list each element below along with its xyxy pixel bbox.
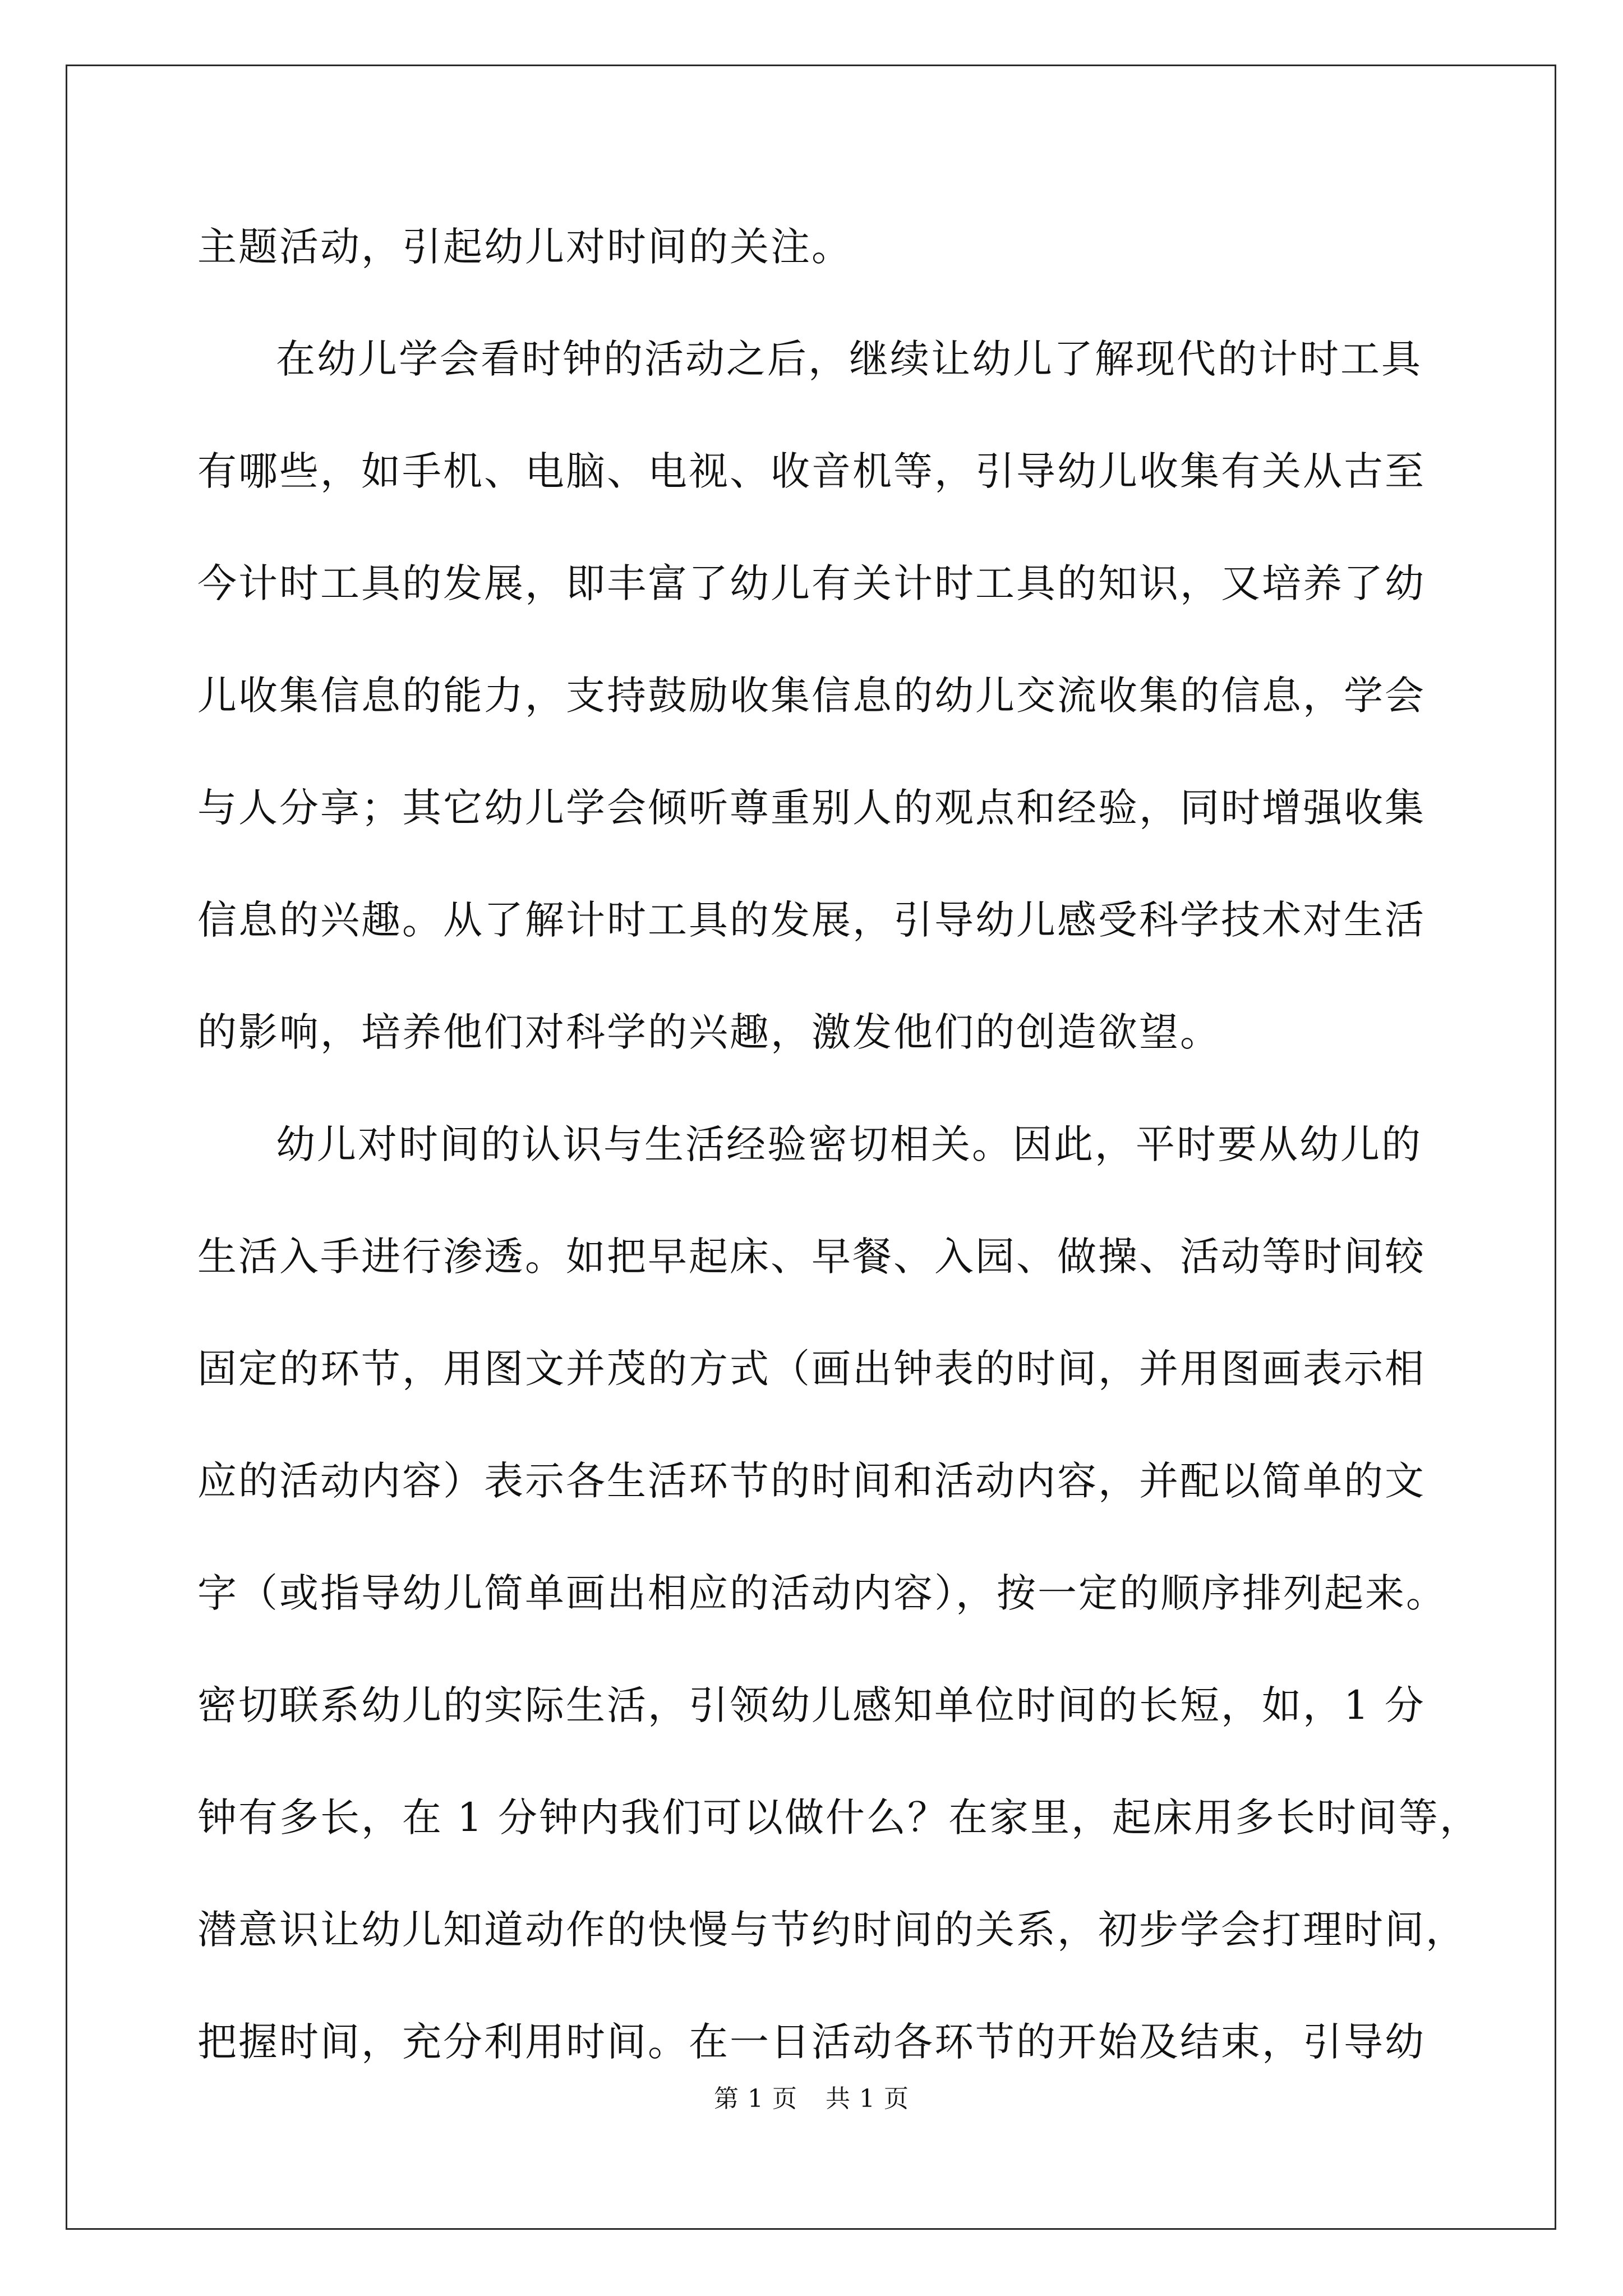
text-line: 钟有多长，在 1 分钟内我们可以做什么？在家里，起床用多长时间等， — [197, 1795, 1481, 1841]
text-line: 今计时工具的发展，即丰富了幼儿有关计时工具的知识，又培养了幼 — [197, 560, 1426, 606]
text-line: 潜意识让幼儿知道动作的快慢与节约时间的关系，初步学会打理时间， — [197, 1907, 1467, 1953]
text-line: 固定的环节，用图文并茂的方式（画出钟表的时间，并用图画表示相 — [197, 1346, 1426, 1392]
text-line: 应的活动内容）表示各生活环节的时间和活动内容，并配以简单的文 — [197, 1458, 1426, 1504]
text-line: 密切联系幼儿的实际生活，引领幼儿感知单位时间的长短，如，1 分 — [197, 1682, 1426, 1728]
page-number: 第 1 页 — [714, 2085, 797, 2113]
text-line: 在幼儿学会看时钟的活动之后，继续让幼儿了解现代的计时工具 — [276, 336, 1422, 382]
text-line: 生活入手进行渗透。如把早起床、早餐、入园、做操、活动等时间较 — [197, 1234, 1426, 1280]
text-line: 有哪些，如手机、电脑、电视、收音机等，引导幼儿收集有关从古至 — [197, 448, 1426, 494]
text-line: 主题活动，引起幼儿对时间的关注。 — [197, 224, 852, 270]
text-line: 与人分享；其它幼儿学会倾听尊重别人的观点和经验，同时增强收集 — [197, 785, 1426, 831]
page-footer — [0, 2082, 1623, 2116]
text-line: 把握时间，充分利用时间。在一日活动各环节的开始及结束，引导幼 — [197, 2019, 1426, 2065]
text-line: 幼儿对时间的认识与生活经验密切相关。因此，平时要从幼儿的 — [276, 1121, 1422, 1167]
text-line: 儿收集信息的能力，支持鼓励收集信息的幼儿交流收集的信息，学会 — [197, 673, 1426, 719]
text-line: 字（或指导幼儿简单画出相应的活动内容），按一定的顺序排列起来。 — [197, 1570, 1447, 1616]
text-line: 的影响，培养他们对科学的兴趣，激发他们的创造欲望。 — [197, 1009, 1221, 1055]
page-total: 共 1 页 — [826, 2085, 909, 2113]
text-line: 信息的兴趣。从了解计时工具的发展，引导幼儿感受科学技术对生活 — [197, 897, 1426, 943]
